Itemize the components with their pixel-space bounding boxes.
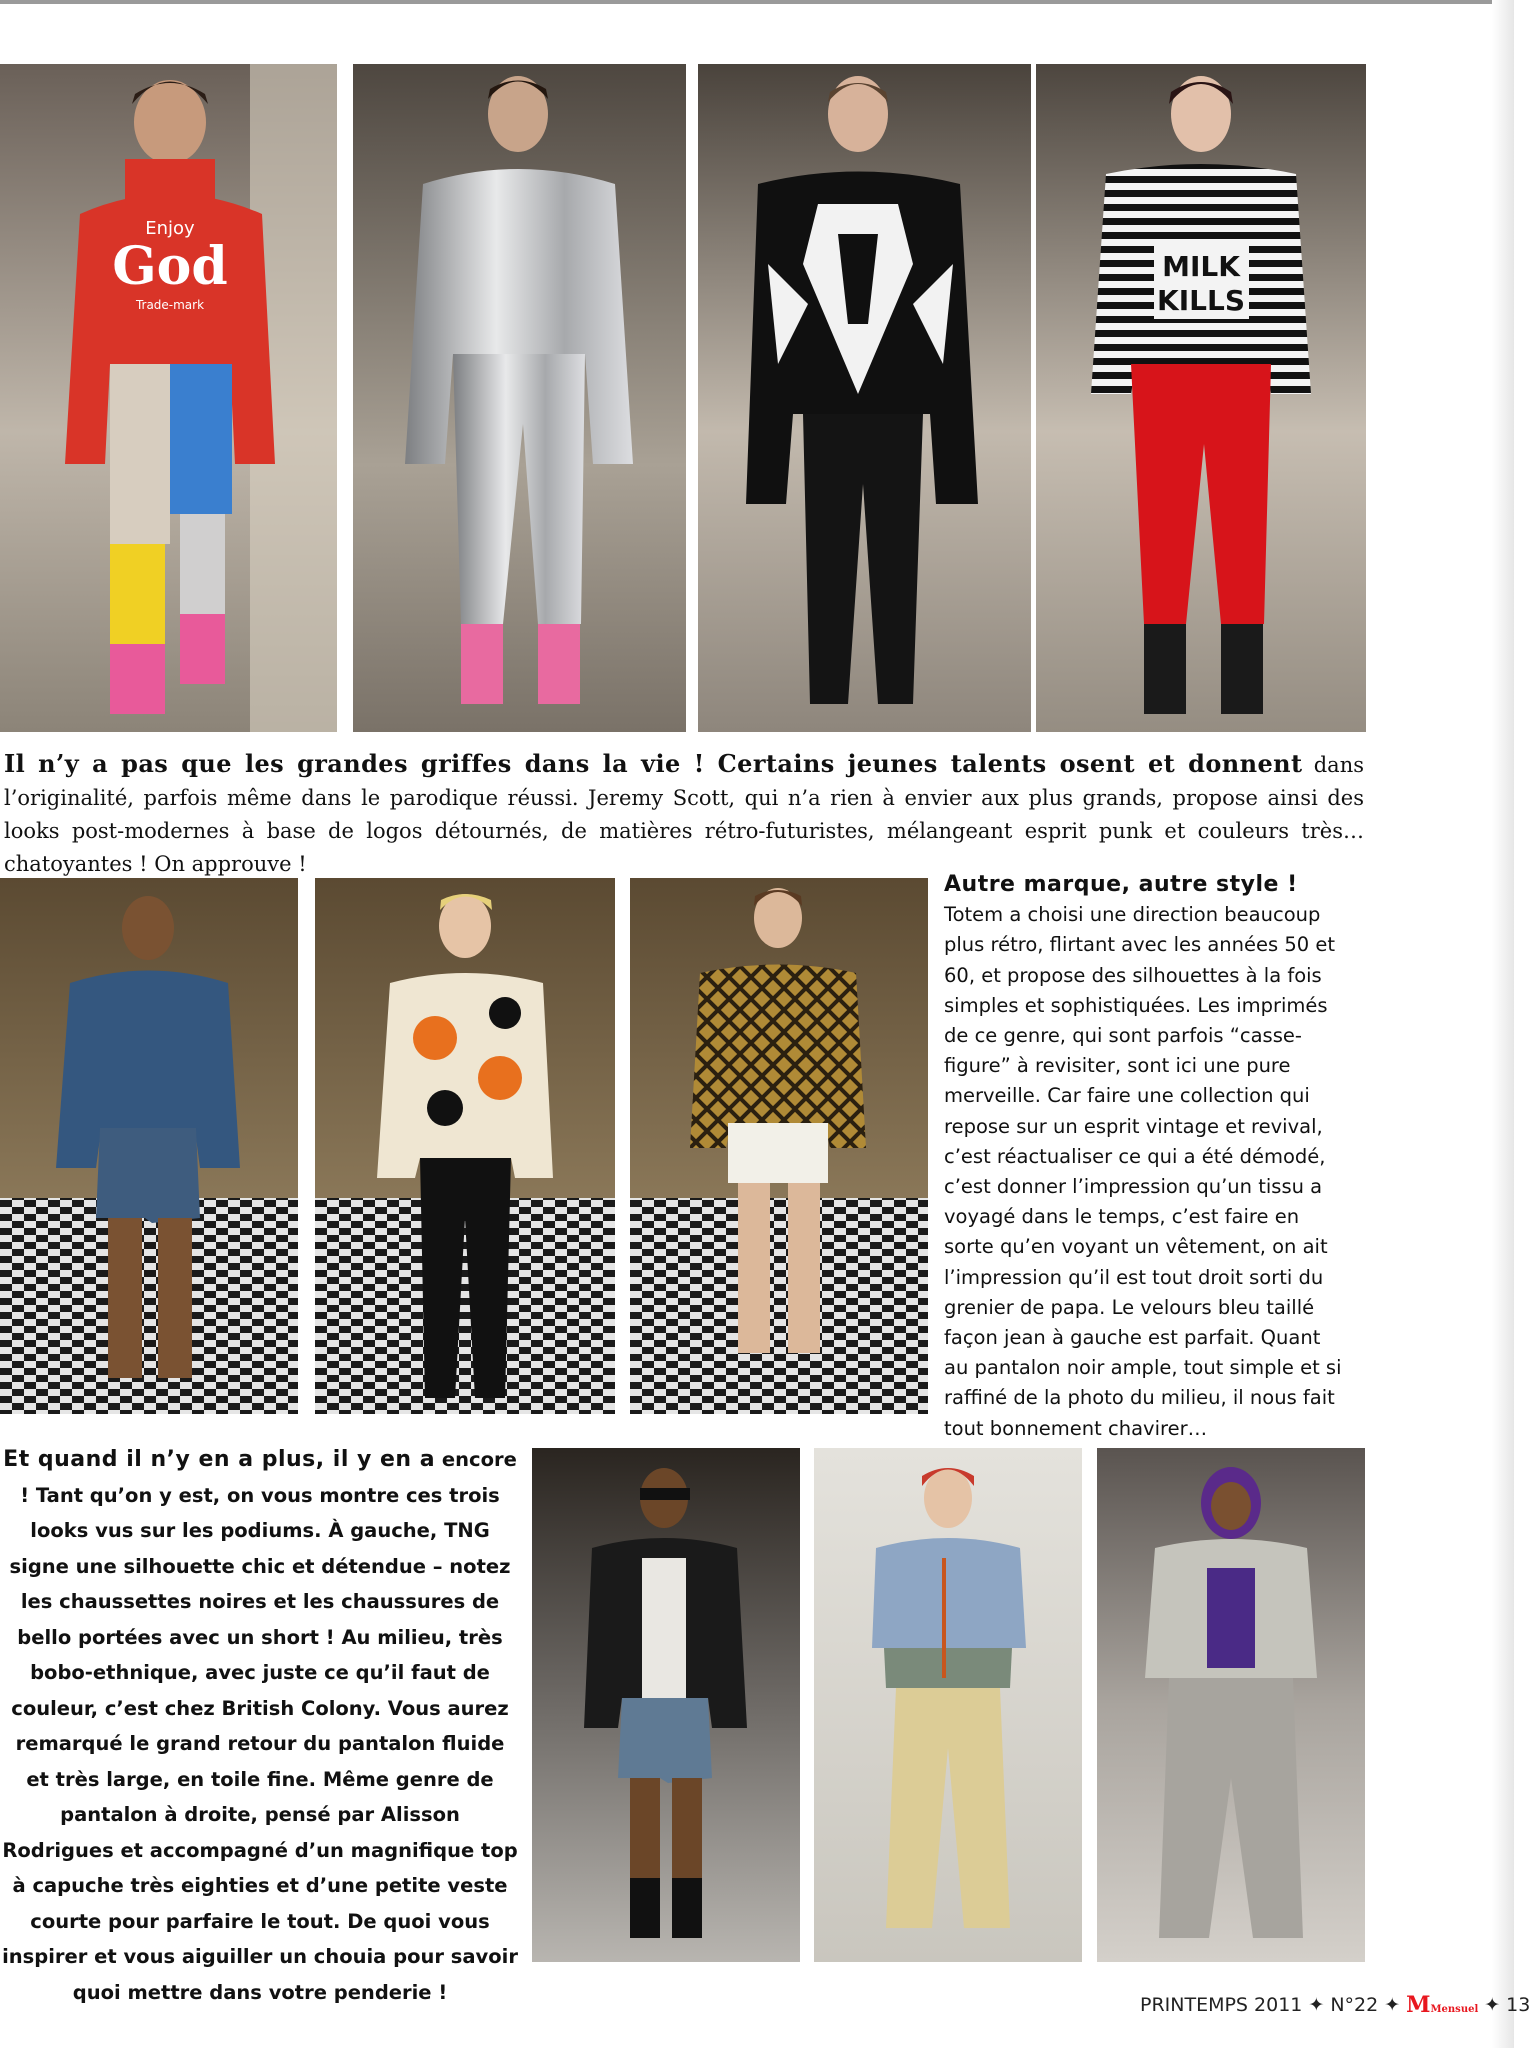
totem-article [944,870,1349,1444]
separator-star-icon: ✦ [1384,1994,1401,2016]
photo-god-sweater-look [0,64,337,732]
magazine-logo [1406,1992,1478,2018]
headline-body: dans l’originalité, parfois même dans le parodique réussi. Jeremy Scott, qui n’a rien à envier aux plus grands, propose ainsi des looks post-modernes à base de logos détournés, de matières rétro-futuristes, mélangeant esprit punk et couleurs très… chatoyantes ! On approuve ! [4,753,1364,876]
podium-looks-title: Et quand il n’y en a plus, il y en a [3,1447,436,1472]
footer-season: PRINTEMPS 2011 [1140,1994,1303,2016]
top-border [0,0,1514,4]
photo-milk-kills-look [1036,64,1366,732]
photo-alisson-rodrigues-look [1097,1448,1365,1962]
photo-printed-shirt-look [315,878,615,1414]
shirt-print-line-2: KILLS [1157,284,1245,317]
totem-body: Totem a choisi une direction beaucoup plus rétro, flirtant avec les années 50 et 60, et propose des silhouettes à la fois simples et sophistiquées. Les imprimés de ce genre, qui sont parfois “casse-figure” à revisiter, sont ici une pure merveille. Car faire une collection qui repose sur un esprit vintage et revival, c’est réactualiser ce qui a été démodé, c’est donner l’impression qu’un tissu a voyagé dans le temps, c’est faire en sorte qu’en voyant un vêtement, on ait l’impression qu’il est tout droit sorti du grenier de papa. Le velours bleu taillé façon jean à gauche est parfait. Quant au pantalon noir ample, tout simple et si raffiné de la photo du milieu, il nous fait tout bonnement chavirer… [944,903,1342,1440]
photo-british-colony-look [814,1448,1082,1962]
headline-block [4,748,1364,881]
podium-looks-article [2,1442,518,2010]
separator-star-icon: ✦ [1308,1994,1325,2016]
separator-star-icon: ✦ [1484,1994,1501,2016]
footer-issue: N°22 [1330,1994,1379,2016]
scan-edge [1492,0,1514,2048]
magazine-logo-word: Mensuel [1430,2004,1479,2015]
photo-denim-shorts-look [0,878,298,1414]
photo-silver-suit-look [353,64,686,732]
headline-lead: Il n’y a pas que les grandes griffes dans la vie ! Certains jeunes talents osent et donnent [4,749,1303,778]
page-number: 13 [1506,1994,1530,2016]
photo-tng-shorts-look [532,1448,800,1962]
photo-knit-polo-look [630,878,928,1414]
sweater-print-logo: God [112,236,228,297]
sweater-print-enjoy: Enjoy [145,218,195,239]
page-footer [1140,1990,1530,2020]
photo-knit-sweater-look [698,64,1031,732]
podium-looks-body: encore ! Tant qu’on y est, on vous montre ces trois looks vus sur les podiums. À gauche, TNG signe une silhouette chic et détendue – notez les chaussettes noires et les chaussures de bello portées avec un short ! Au milieu, très bobo-ethnique, avec juste ce qu’il faut de couleur, c’est chez British Colony. Vous aurez remarqué le grand retour du pantalon fluide et très large, en toile fine. Même genre de pantalon à droite, pensé par Alisson Rodrigues et accompagné d’un magnifique top à capuche très eighties et d’une petite veste courte pour parfaire le tout. De quoi vous inspirer et vous aiguiller un chouia pour savoir quoi mettre dans votre penderie ! [2,1448,518,2004]
shirt-print-line-1: MILK [1162,250,1240,283]
magazine-logo-letter: M [1406,1992,1431,2018]
sweater-print-trademark: Trade-mark [135,298,205,312]
totem-title: Autre marque, autre style ! [944,872,1298,897]
